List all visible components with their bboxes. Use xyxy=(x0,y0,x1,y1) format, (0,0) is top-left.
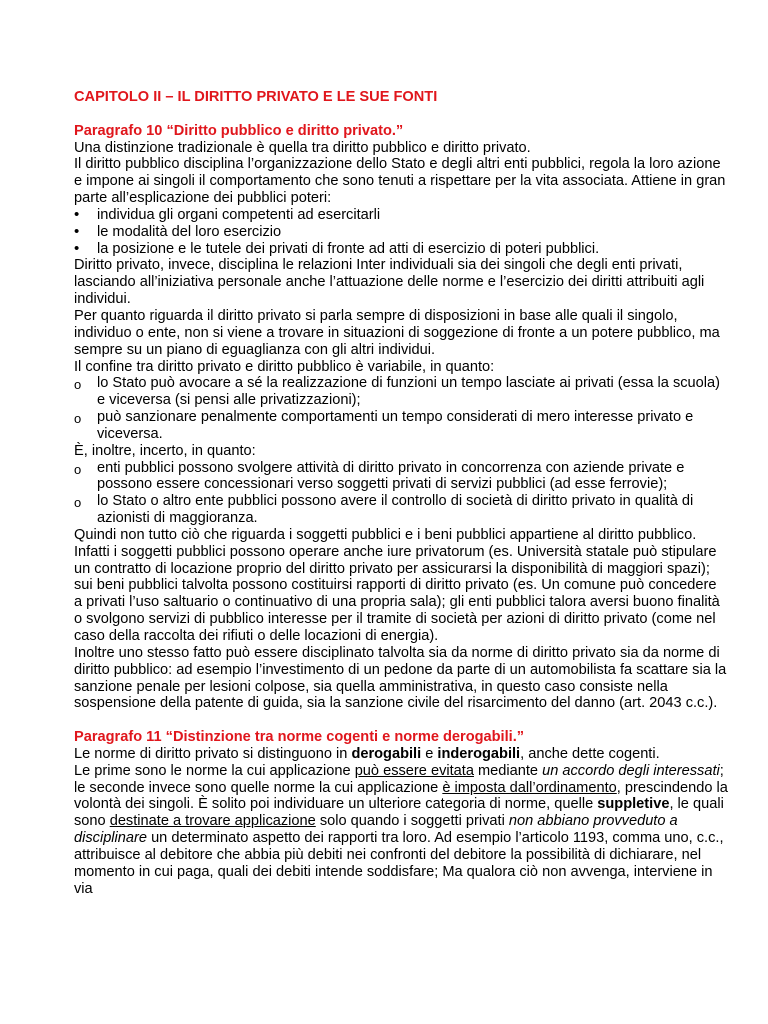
list-item-text: lo Stato può avocare a sé la realizzazione di funzioni un tempo lasciate ai privati (essa la scuola) e viceversa (si pensi alle privatizzazioni); xyxy=(97,375,721,409)
list-item-text: enti pubblici possono svolgere attività di diritto privato in concorrenza con aziende private e possono essere concessionari verso soggetti privati di servizi pubblici (ad esse ferrovie); xyxy=(97,459,685,493)
italic-text: non abbiano provveduto a disciplinare xyxy=(74,813,678,847)
circle-bullet-icon: o xyxy=(74,495,82,511)
text-run: , anche dette cogenti. xyxy=(520,745,660,762)
paragraph-text xyxy=(74,763,728,898)
paragraph-text: È, inoltre, incerto, in quanto: xyxy=(74,442,256,459)
paragraph-text: Per quanto riguarda il diritto privato si parla sempre di disposizioni in base alle quali il singolo, individuo o ente, non si viene a trovare in situazioni di soggezione di fronte a un potere pubblico, ma sempre su un piano di eguaglianza con gli altri individui. xyxy=(74,307,720,358)
paragraph-10-section xyxy=(74,123,728,713)
list-item-text: lo Stato o altro ente pubblici possono avere il controllo di società di diritto privato in qualità di azionisti di maggioranza. xyxy=(97,493,694,527)
list-item xyxy=(74,224,728,241)
list-item xyxy=(74,207,728,224)
bullet-icon: • xyxy=(74,205,80,223)
circle-list xyxy=(74,460,728,527)
list-item xyxy=(74,375,728,409)
circle-bullet-icon: o xyxy=(74,411,82,427)
paragraph-text: Quindi non tutto ciò che riguarda i soggetti pubblici e i beni pubblici appartiene al diritto pubblico. Infatti i soggetti pubblici possono operare anche iure privatorum (es. Università statale può stipulare un contratto di locazione proprio del diritto privato per assicurarsi la disponibilità di maggiori spazi); sui beni pubblici talvolta possono costituirsi rapporti di diritto privato (es. Un comune può concedere a privati l’uso saltuario o continuativo di una propria sala); gli enti pubblici talora aversi buono finalità o svolgono servizi di pubblico interesse per il tramite di società per azioni di diritto privato (come nel caso della raccolta dei rifiuti o delle locazioni di energia). xyxy=(74,526,720,644)
paragraph-text: Il confine tra diritto privato e diritto pubblico è variabile, in quanto: xyxy=(74,358,495,375)
paragraph-text: Diritto privato, invece, disciplina le relazioni Inter individuali sia dei singoli che degli enti privati, lasciando all’iniziativa personale anche l’attuazione delle norme e l’esercizio dei diritti attribuiti agli individui. xyxy=(74,257,705,308)
bold-term: derogabili xyxy=(351,745,422,762)
text-run: solo quando i soggetti privati xyxy=(315,813,509,830)
paragraph-text: Il diritto pubblico disciplina l’organizzazione dello Stato e degli altri enti pubblici, regola la loro azione e impone ai singoli il comportamento che sono tenuti a rispettare per la vita associata. Attiene in gran parte all’esplicazione dei pubblici poteri: xyxy=(74,156,726,207)
text-run: mediante xyxy=(473,762,543,779)
paragraph-text: Una distinzione tradizionale è quella tra diritto pubblico e diritto privato. xyxy=(74,139,531,156)
paragraph-10-title: Paragrafo 10 “Diritto pubblico e diritto privato.” xyxy=(74,122,404,139)
text-run: ; le seconde invece sono quelle norme la cui applicazione xyxy=(74,762,724,796)
list-item xyxy=(74,241,728,258)
bullet-icon: • xyxy=(74,239,80,257)
spacer xyxy=(74,106,728,123)
bold-term: inderogabili xyxy=(437,745,521,762)
spacer xyxy=(74,712,728,729)
list-item xyxy=(74,460,728,494)
list-item xyxy=(74,409,728,443)
bold-term: suppletive xyxy=(597,796,670,813)
list-item-text: le modalità del loro esercizio xyxy=(97,223,282,240)
text-run: e xyxy=(421,745,438,762)
text-run: Le prime sono le norme la cui applicazione xyxy=(74,762,355,779)
text-run: , prescindendo la volontà dei singoli. È solito poi individuare un ulteriore categoria di norme, quelle xyxy=(74,779,728,813)
list-item-text: individua gli organi competenti ad esercitarli xyxy=(97,206,381,223)
list-item-text: la posizione e le tutele dei privati di fronte ad atti di esercizio di poteri pubblici. xyxy=(97,240,600,257)
bullet-list xyxy=(74,207,728,258)
paragraph-11-section xyxy=(74,729,728,897)
italic-text: un accordo degli interessati xyxy=(542,762,720,779)
list-item xyxy=(74,493,728,527)
text-run: Le norme di diritto privato si distinguono in xyxy=(74,745,352,762)
underlined-text: è imposta dall’ordinamento xyxy=(442,779,617,796)
text-run: un determinato aspetto dei rapporti tra loro. Ad esempio l’articolo 1193, comma uno, c.c., attribuisce al debitore che abbia più debiti nei confronti del debitore la possibilità di dichiarare, nel momento in cui paga, quali dei debiti intende soddisfare; Ma qualora ciò non avvenga, interviene in via xyxy=(74,830,724,897)
circle-bullet-icon: o xyxy=(74,461,82,477)
paragraph-text: Inoltre uno stesso fatto può essere disciplinato talvolta sia da norme di diritto privato sia da norme di diritto pubblico: ad esempio l’investimento di un pedone da parte di un automobilista fa scattare sia la sanzione penale per lesioni colpose, sia quella amministrativa, in questo caso consiste nella sospensione della patente di guida, sia la sanzione civile del risarcimento del danno (art. 2043 c.c.). xyxy=(74,644,727,712)
circle-list xyxy=(74,375,728,442)
chapter-title: CAPITOLO II – IL DIRITTO PRIVATO E LE SUE FONTI xyxy=(74,89,438,105)
list-item-text: può sanzionare penalmente comportamenti un tempo considerati di mero interesse privato e viceversa. xyxy=(97,409,694,442)
paragraph-11-title: Paragrafo 11 “Distinzione tra norme cogenti e norme derogabili.” xyxy=(74,729,525,746)
paragraph-text xyxy=(74,746,728,763)
text-run: , le quali sono xyxy=(74,796,724,830)
circle-bullet-icon: o xyxy=(74,377,82,393)
underlined-text: può essere evitata xyxy=(354,762,474,779)
bullet-icon: • xyxy=(74,222,80,240)
underlined-text: destinate a trovare applicazione xyxy=(109,813,316,830)
